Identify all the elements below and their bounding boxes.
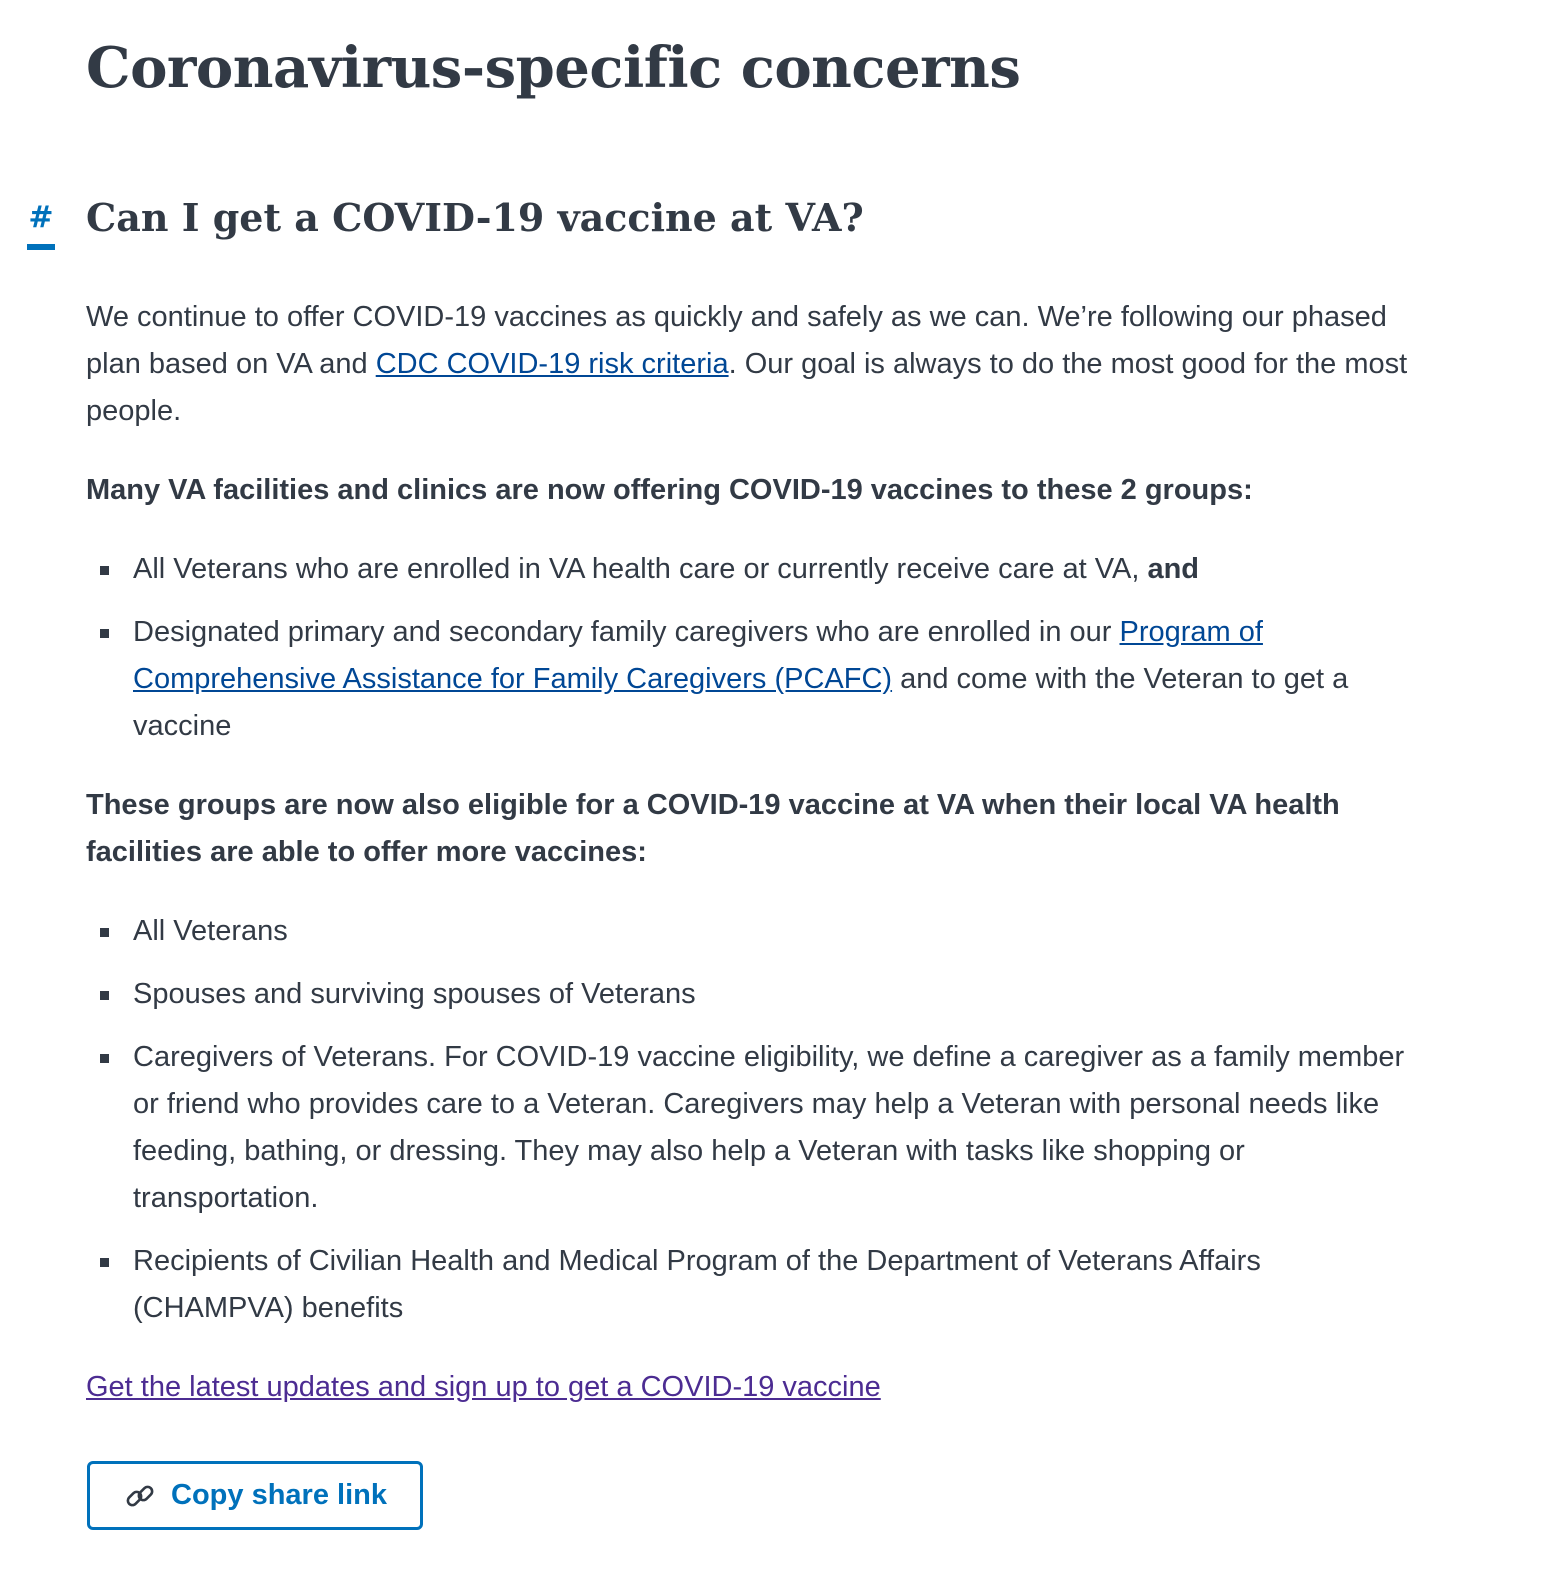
group1-list: [86, 546, 1416, 750]
group2-heading: These groups are now also eligible for a COVID-19 vaccine at VA when their local VA health facilities are able to offer more vaccines:: [86, 789, 1340, 868]
section-anchor-link[interactable]: #: [27, 198, 55, 250]
group2-list: [86, 908, 1416, 1332]
list-item-bold-text: and: [1147, 553, 1200, 585]
vaccine-updates-signup-link[interactable]: Get the latest updates and sign up to get a COVID-19 vaccine: [86, 1371, 881, 1403]
answer-content: [86, 294, 1416, 1411]
list-item: [86, 609, 1416, 750]
list-item-text: All Veterans who are enrolled in VA health care or currently receive care at VA,: [133, 553, 1148, 585]
bullet-square-icon: [100, 928, 109, 937]
group1-heading: Many VA facilities and clinics are now offering COVID-19 vaccines to these 2 groups:: [86, 474, 1253, 506]
page-title: Coronavirus-specific concerns: [86, 35, 1021, 101]
question-heading: Can I get a COVID-19 vaccine at VA?: [86, 195, 864, 240]
bullet-square-icon: [100, 629, 109, 638]
intro-paragraph: [86, 294, 1416, 435]
cdc-risk-criteria-link[interactable]: CDC COVID-19 risk criteria: [375, 348, 729, 380]
bullet-square-icon: [100, 1258, 109, 1267]
bullet-square-icon: [100, 991, 109, 1000]
pcafc-program-link[interactable]: Program of Comprehensive Assistance for Family Caregivers (PCAFC): [133, 616, 1263, 695]
list-item-text: Spouses and surviving spouses of Veterans: [133, 978, 696, 1010]
link-icon: [123, 1479, 157, 1513]
list-item: [86, 1238, 1416, 1332]
bullet-square-icon: [100, 566, 109, 575]
list-item-text: Caregivers of Veterans. For COVID-19 vaccine eligibility, we define a caregiver as a family member or friend who provides care to a Veteran. Caregivers may help a Veteran with personal needs like feeding, bathing, or dressing. They may also help a Veteran with tasks like shopping or transportation.: [133, 1041, 1405, 1214]
bullet-square-icon: [100, 1054, 109, 1063]
list-item-text-after: and come with the Veteran to get a vaccine: [133, 663, 1349, 742]
list-item: [86, 971, 1416, 1018]
list-item: [86, 546, 1416, 593]
copy-share-link-button[interactable]: [87, 1461, 423, 1530]
intro-text-after: . Our goal is always to do the most good for the most people.: [86, 348, 1408, 427]
list-item-text: Designated primary and secondary family caregivers who are enrolled in our: [133, 616, 1120, 648]
copy-share-link-label: Copy share link: [171, 1479, 387, 1511]
list-item: [86, 1034, 1416, 1222]
list-item-text: Recipients of Civilian Health and Medical Program of the Department of Veterans Affairs (CHAMPVA) benefits: [133, 1245, 1261, 1324]
intro-text-before: We continue to offer COVID-19 vaccines as quickly and safely as we can. We’re following our phased plan based on VA and: [86, 301, 1387, 380]
list-item: [86, 908, 1416, 955]
list-item-text: All Veterans: [133, 915, 288, 947]
